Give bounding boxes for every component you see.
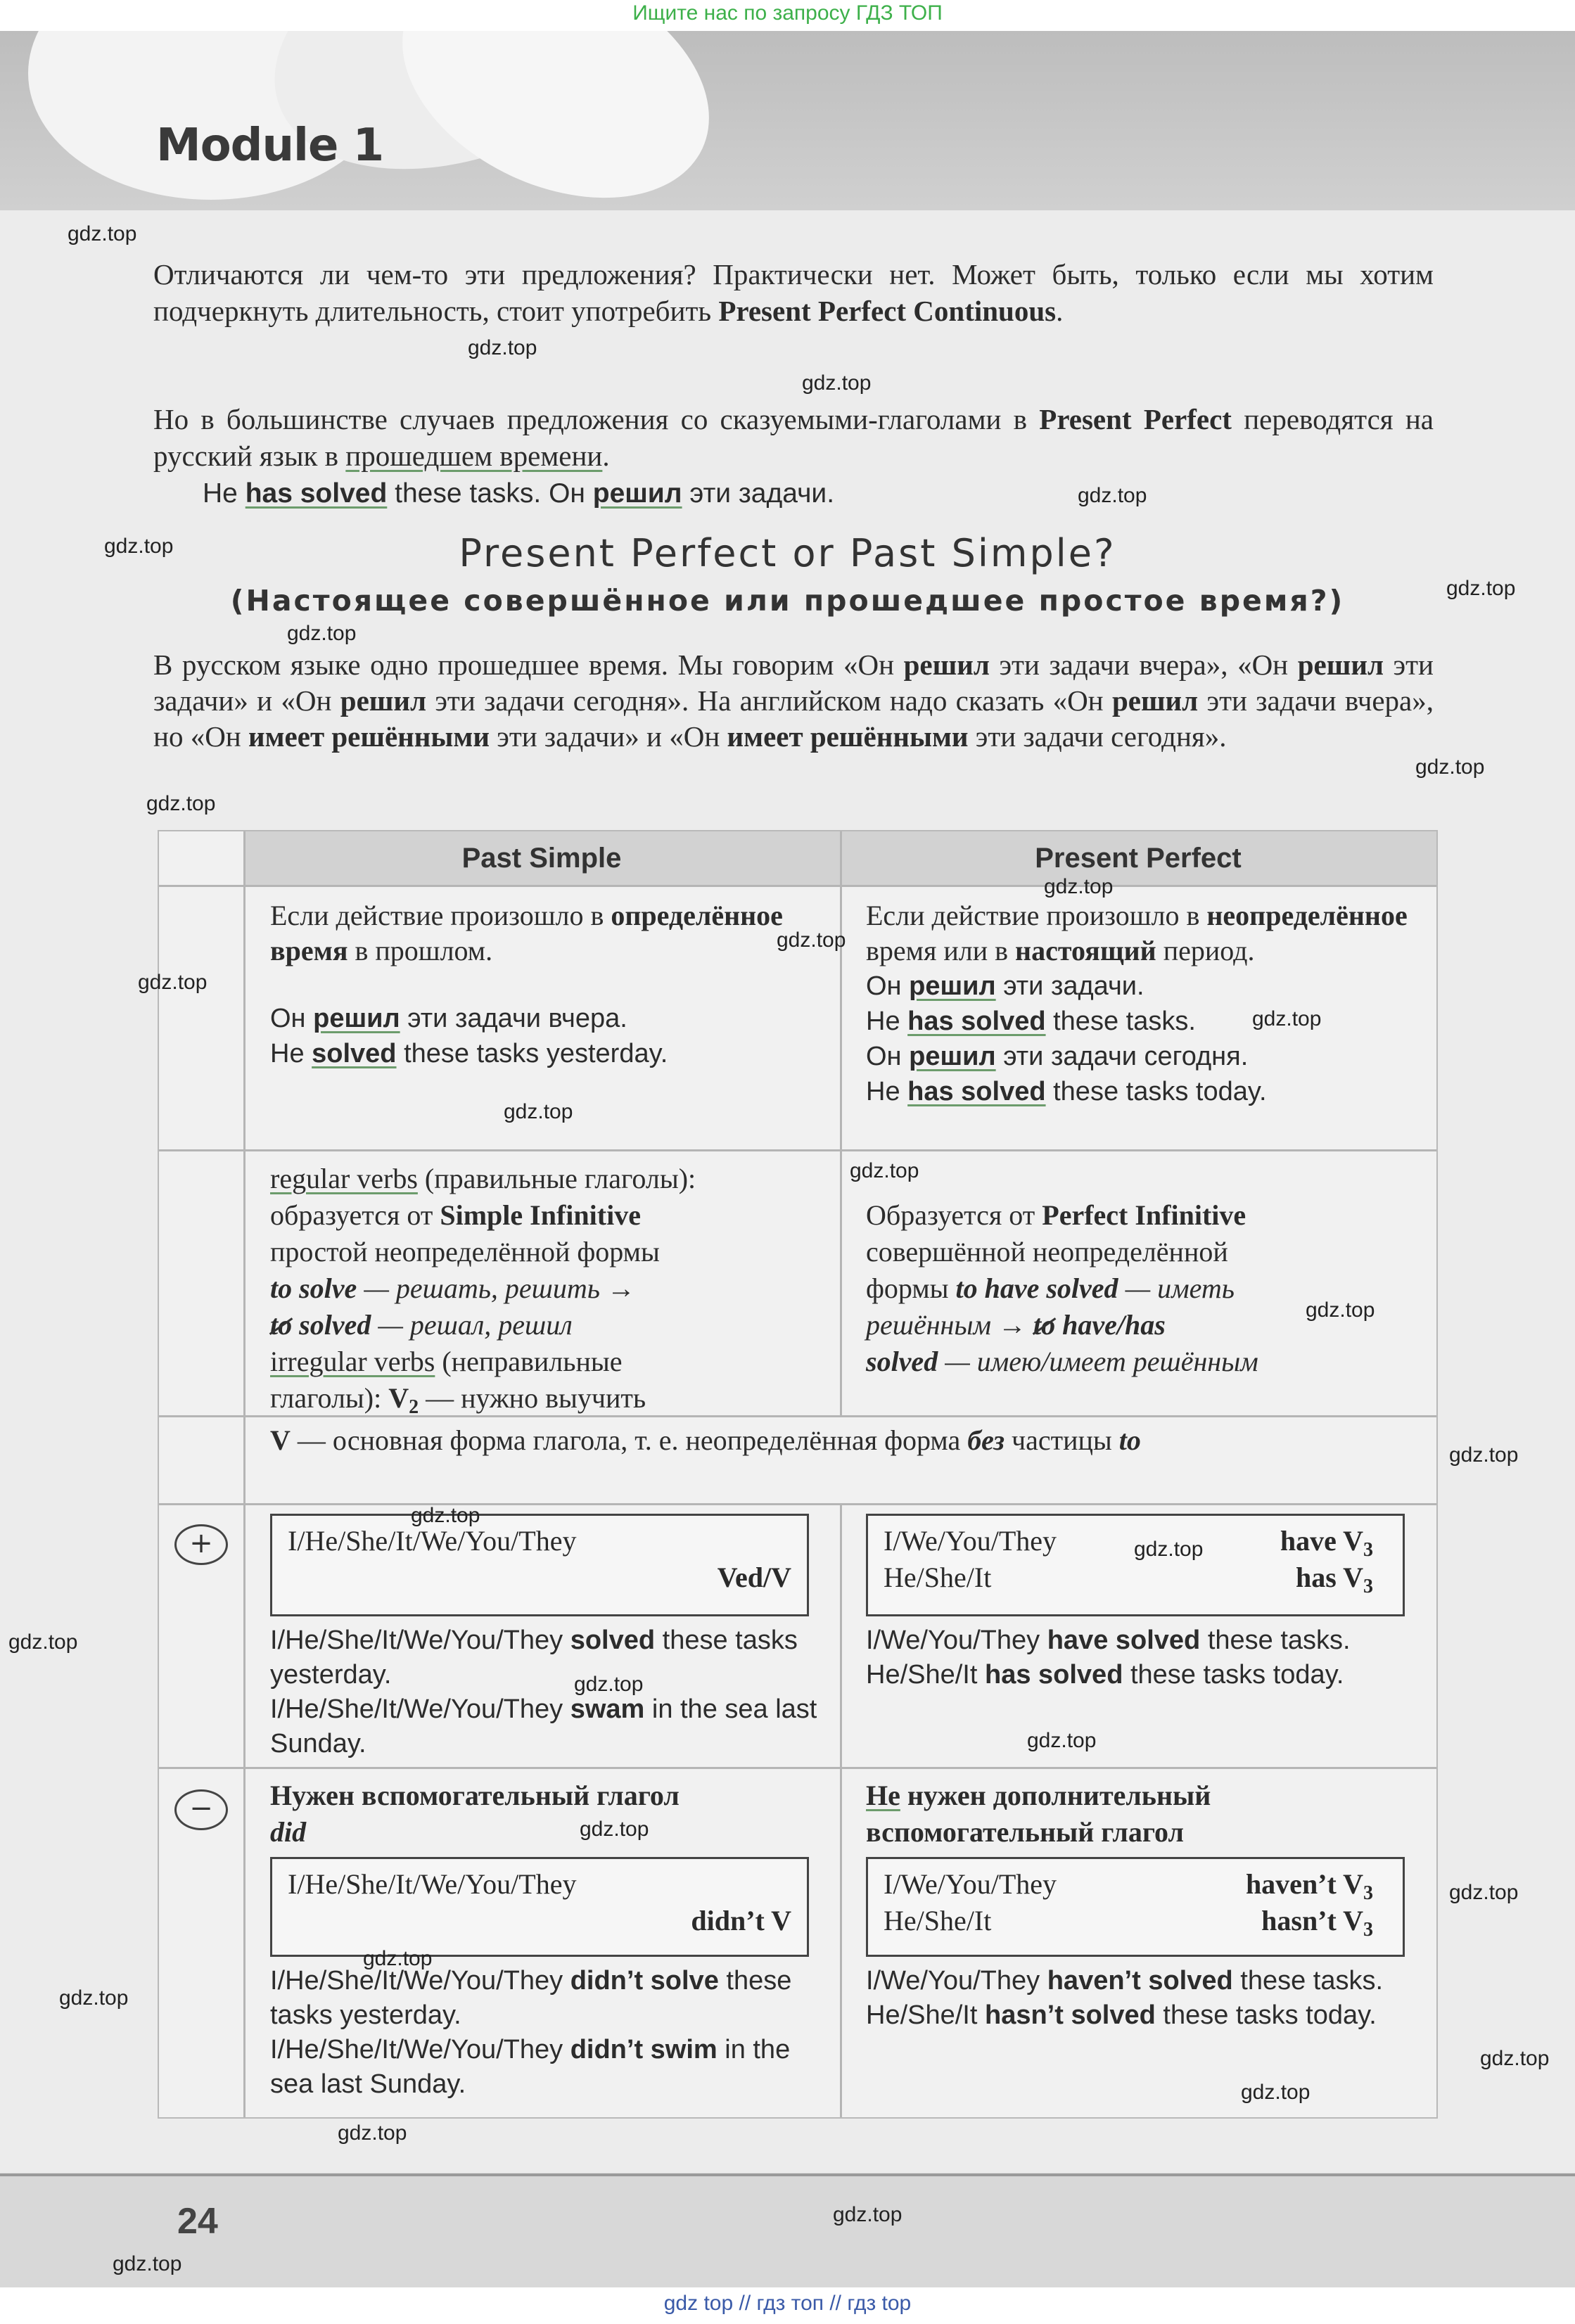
example-sentence	[270, 2033, 819, 2102]
text: эти задачи.	[682, 478, 835, 509]
term: did	[270, 1816, 307, 1848]
watermark: gdz.top	[411, 1504, 480, 1527]
text: период.	[1156, 935, 1255, 966]
past-formation-cell	[270, 1161, 826, 1426]
section-title: Present Perfect or Past Simple?	[459, 531, 1116, 575]
text: these tasks today.	[1155, 2000, 1377, 2030]
verb: didn’t swim	[570, 2035, 718, 2064]
crossed-out-particle: to	[270, 1307, 292, 1343]
perfect-negative-examples	[866, 1964, 1415, 2033]
watermark: gdz.top	[1044, 875, 1114, 898]
past-negative-rule	[270, 1777, 826, 1851]
intro-paragraph-2	[153, 401, 1434, 474]
example-sentence	[270, 1964, 819, 2033]
text: .	[1056, 295, 1064, 327]
term: V	[388, 1382, 409, 1414]
text: В русском языке одно прошедшее время. Мы говорим «Он	[153, 649, 904, 681]
formula-verb-text: haven’t V	[1245, 1868, 1363, 1900]
translation: — решать, решить →	[357, 1272, 635, 1304]
text: these tasks.	[1045, 1007, 1196, 1036]
term: определённое время	[270, 900, 783, 966]
underlined-term: прошедшем времени	[345, 440, 603, 472]
translation: решённым →	[866, 1309, 1034, 1341]
text: in the sea last Sunday.	[270, 2035, 791, 2099]
past-affirmative-formula	[270, 1514, 809, 1616]
example-sentence	[866, 1964, 1415, 1998]
watermark: gdz.top	[468, 336, 537, 359]
subscript: 3	[1363, 1539, 1373, 1561]
text: Он	[270, 1004, 314, 1033]
text: Он	[866, 1042, 910, 1071]
verb: swam	[570, 1694, 645, 1724]
subscript: 3	[1363, 1882, 1373, 1904]
row-divider	[159, 1767, 1436, 1769]
watermark: gdz.top	[146, 792, 216, 815]
text: глаголы):	[270, 1382, 389, 1414]
text: Если действие произошло в	[866, 900, 1207, 931]
formation-line: совершённой неопределённой	[866, 1236, 1228, 1268]
text: переводятся на русский язык в	[153, 403, 1434, 472]
formula-subject: I/We/You/They	[884, 1525, 1057, 1557]
perfect-usage-example	[866, 1039, 1422, 1074]
column-divider	[243, 831, 246, 2117]
term: to	[1118, 1424, 1141, 1456]
perfect-usage-example	[866, 969, 1422, 1004]
term: без	[967, 1424, 1005, 1456]
text: these tasks yesterday.	[396, 1039, 668, 1068]
text: these tasks.	[1232, 1966, 1384, 1996]
past-negative-formula	[270, 1857, 809, 1957]
watermark: gdz.top	[580, 1818, 649, 1841]
text: I/He/She/It/We/You/They	[270, 1694, 570, 1724]
perfect-affirmative-formula	[866, 1514, 1405, 1616]
comparison-table	[158, 830, 1438, 2119]
formation-example	[270, 1270, 826, 1307]
text: these tasks yesterday.	[270, 1626, 798, 1690]
rule-text: нужен дополнительный вспомогательный глагол	[866, 1780, 1211, 1848]
verb: hasn’t solved	[984, 2000, 1156, 2030]
underlined-term: Не	[866, 1780, 900, 1811]
column-divider	[840, 831, 842, 1415]
text: He	[866, 1077, 908, 1106]
verb: решил	[909, 1042, 996, 1071]
past-usage-rule	[270, 898, 826, 969]
watermark: gdz.top	[104, 535, 174, 558]
term: Perfect Infinitive	[1042, 1199, 1246, 1231]
watermark: gdz.top	[777, 928, 846, 952]
bottom-links[interactable]: gdz top // гдз топ // гдз top	[663, 2292, 912, 2315]
perfect-affirmative-examples	[866, 1623, 1415, 1692]
watermark: gdz.top	[1480, 2047, 1550, 2070]
term: solved	[866, 1346, 938, 1377]
past-usage-example	[270, 1001, 826, 1036]
watermark: gdz.top	[1446, 577, 1516, 600]
perfect-usage-example	[866, 1004, 1422, 1039]
text: He	[203, 478, 246, 509]
past-affirmative-examples	[270, 1623, 819, 1761]
text: эти задачи вчера», «Он	[989, 649, 1298, 681]
header-past-simple: Past Simple	[243, 831, 840, 885]
term: to have solved	[955, 1272, 1118, 1304]
text: образуется от	[270, 1199, 440, 1231]
text: — нужно выучить	[419, 1382, 646, 1414]
watermark: gdz.top	[59, 1986, 129, 2010]
text: I/He/She/It/We/You/They	[270, 1966, 570, 1996]
top-banner-text[interactable]: Ищите нас по запросу ГДЗ ТОП	[632, 1, 943, 25]
text: these tasks. Он	[387, 478, 593, 509]
watermark: gdz.top	[574, 1673, 644, 1696]
text: these tasks today.	[1123, 1660, 1344, 1690]
text: Отличаются ли чем-то эти предложения? Практически нет. Может быть, только если мы хотим подчеркнуть длительность, стоит употребить	[153, 258, 1434, 327]
intro-paragraph-1	[153, 256, 1434, 329]
row-divider	[159, 885, 1436, 887]
watermark: gdz.top	[113, 2252, 182, 2275]
formula-subject: I/He/She/It/We/You/They	[288, 1868, 577, 1900]
formation-example	[270, 1307, 826, 1343]
verb: решил	[592, 478, 682, 509]
verb: have solved	[1047, 1626, 1201, 1655]
text: (неправильные	[435, 1346, 623, 1377]
perfect-usage-rule	[866, 898, 1422, 969]
past-usage-example	[270, 1036, 826, 1071]
term: решил	[340, 684, 427, 717]
irregular-verbs-line	[270, 1343, 826, 1380]
term: Present Perfect Continuous	[718, 295, 1057, 327]
term: Present Perfect	[1039, 403, 1232, 435]
perfect-negative-rule	[866, 1777, 1422, 1851]
watermark: gdz.top	[8, 1630, 78, 1654]
plus-sign-icon: +	[174, 1524, 228, 1565]
formation-line	[866, 1197, 1422, 1234]
watermark: gdz.top	[802, 371, 872, 395]
text: в прошлом.	[347, 935, 493, 966]
text: формы	[866, 1272, 956, 1304]
term: решил	[1297, 649, 1384, 681]
formation-example	[866, 1343, 1422, 1380]
term: неопределённое	[1206, 900, 1408, 931]
formula-subject: He/She/It	[884, 1562, 992, 1593]
past-negative-examples	[270, 1964, 819, 2102]
row-divider	[159, 1149, 1436, 1151]
perfect-usage-cell	[866, 898, 1422, 1109]
text: I/He/She/It/We/You/They	[270, 1626, 570, 1655]
watermark: gdz.top	[1027, 1729, 1097, 1752]
verb: has solved	[245, 478, 388, 509]
text: I/He/She/It/We/You/They	[270, 2035, 570, 2064]
regular-verbs-line	[270, 1161, 826, 1197]
subscript: 3	[1363, 1919, 1373, 1941]
formula-verb: didn’t V	[691, 1905, 791, 1936]
formula-verb	[1296, 1559, 1373, 1605]
term: V	[270, 1424, 291, 1456]
subscript: 3	[1363, 1576, 1373, 1597]
section-paragraph	[153, 647, 1434, 755]
text: He/She/It	[866, 1660, 985, 1690]
example-sentence	[866, 1658, 1415, 1692]
translation: — имею/имеет решённым	[938, 1346, 1258, 1377]
watermark: gdz.top	[363, 1947, 433, 1970]
watermark: gdz.top	[338, 2121, 407, 2145]
text: эти задачи вчера», но «Он	[153, 684, 1434, 753]
rule-text: Нужен вспомогательный глагол	[270, 1780, 680, 1811]
watermark: gdz.top	[504, 1100, 573, 1123]
term: имеет решёнными	[727, 720, 969, 753]
text: эти задачи сегодня».	[968, 720, 1227, 753]
base-form-note	[270, 1422, 1417, 1459]
translation: — иметь	[1118, 1272, 1235, 1304]
example-sentence	[270, 1623, 819, 1692]
example-sentence	[866, 1623, 1415, 1658]
text: I/We/You/They	[866, 1966, 1047, 1996]
formula-subject: He/She/It	[884, 1905, 992, 1936]
term: have/has	[1055, 1309, 1166, 1341]
watermark: gdz.top	[1241, 2081, 1311, 2104]
perfect-usage-example	[866, 1074, 1422, 1109]
term: to solve	[270, 1272, 357, 1304]
term: настоящий	[1015, 935, 1156, 966]
perfect-formation-cell	[866, 1197, 1422, 1380]
column-divider	[840, 1503, 842, 2117]
watermark: gdz.top	[1415, 755, 1485, 779]
verb: has solved	[907, 1007, 1046, 1036]
watermark: gdz.top	[1078, 484, 1147, 507]
verb: has solved	[984, 1660, 1123, 1690]
verb: solved	[570, 1626, 656, 1655]
term: solved	[292, 1309, 371, 1341]
term: решил	[903, 649, 990, 681]
translation: — решал, решил	[371, 1309, 573, 1341]
term: решил	[1111, 684, 1199, 717]
intro-example	[203, 475, 1398, 512]
module-title: Module 1	[156, 120, 384, 172]
text: эти задачи» и «Он	[153, 649, 1434, 717]
page-number: 24	[177, 2201, 218, 2242]
text: He	[866, 1007, 908, 1036]
minus-sign-icon: −	[174, 1789, 228, 1830]
watermark: gdz.top	[138, 971, 208, 994]
text: He/She/It	[866, 2000, 985, 2030]
watermark: gdz.top	[1449, 1443, 1519, 1467]
verb: решил	[313, 1004, 400, 1033]
formula-verb-text: hasn’t V	[1261, 1905, 1363, 1936]
row-divider	[159, 1503, 1436, 1505]
formula-verb	[1261, 1903, 1373, 1948]
text: время или в	[866, 935, 1016, 966]
subscript: 2	[409, 1396, 419, 1418]
text: эти задачи сегодня». На английском надо сказать «Он	[426, 684, 1112, 717]
verb: решил	[909, 971, 996, 1001]
text: Если действие произошло в	[270, 900, 611, 931]
watermark: gdz.top	[850, 1159, 919, 1182]
example-sentence	[270, 1692, 819, 1761]
text: He	[270, 1039, 312, 1068]
text: .	[602, 440, 610, 472]
crossed-out-particle: to	[1033, 1307, 1055, 1343]
text: эти задачи вчера.	[400, 1004, 627, 1033]
formula-verb-text: has V	[1296, 1562, 1363, 1593]
past-usage-cell	[270, 898, 826, 1071]
term: Simple Infinitive	[440, 1199, 641, 1231]
underlined-term: irregular verbs	[270, 1346, 435, 1377]
header-present-perfect: Present Perfect	[840, 831, 1436, 885]
section-subtitle: (Настоящее совершённое или прошедшее простое время?)	[230, 584, 1345, 618]
watermark: gdz.top	[1306, 1298, 1375, 1322]
formation-line	[270, 1197, 826, 1234]
watermark: gdz.top	[287, 622, 357, 645]
verb: has solved	[907, 1077, 1046, 1106]
text: these tasks yesterday.	[270, 1966, 792, 2030]
formation-line: простой неопределённой формы	[270, 1236, 660, 1268]
text: Но в большинстве случаев предложения со сказуемыми-глаголами в	[153, 403, 1040, 435]
text: Образуется от	[866, 1199, 1042, 1231]
irregular-verbs-line	[270, 1380, 826, 1426]
watermark: gdz.top	[1134, 1538, 1204, 1561]
verb: solved	[312, 1039, 397, 1068]
formula-verb-text: have V	[1280, 1525, 1363, 1557]
verb: didn’t solve	[570, 1966, 719, 1996]
formula-subject: I/We/You/They	[884, 1868, 1057, 1900]
formula-verb: Ved/V	[717, 1562, 791, 1593]
text: — основная форма глагола, т. е. неопределённая форма	[290, 1424, 968, 1456]
watermark: gdz.top	[833, 2203, 903, 2226]
text: I/We/You/They	[866, 1626, 1047, 1655]
text: частицы	[1005, 1424, 1119, 1456]
perfect-negative-formula	[866, 1857, 1405, 1957]
text: эти задачи.	[995, 971, 1144, 1001]
formula-subject: I/He/She/It/We/You/They	[288, 1525, 577, 1557]
example-sentence	[866, 1998, 1415, 2033]
text: эти задачи сегодня.	[995, 1042, 1249, 1071]
watermark: gdz.top	[68, 222, 137, 245]
text: Он	[866, 971, 910, 1001]
verb: haven’t solved	[1047, 1966, 1233, 1996]
underlined-term: regular verbs	[270, 1163, 418, 1194]
text: эти задачи» и «Он	[489, 720, 727, 753]
watermark: gdz.top	[1252, 1007, 1322, 1030]
watermark: gdz.top	[1449, 1881, 1519, 1904]
text: in the sea last Sunday.	[270, 1694, 817, 1758]
term: имеет решёнными	[248, 720, 490, 753]
text: these tasks today.	[1045, 1077, 1267, 1106]
text: (правильные глаголы):	[417, 1163, 696, 1194]
text: these tasks.	[1200, 1626, 1351, 1655]
